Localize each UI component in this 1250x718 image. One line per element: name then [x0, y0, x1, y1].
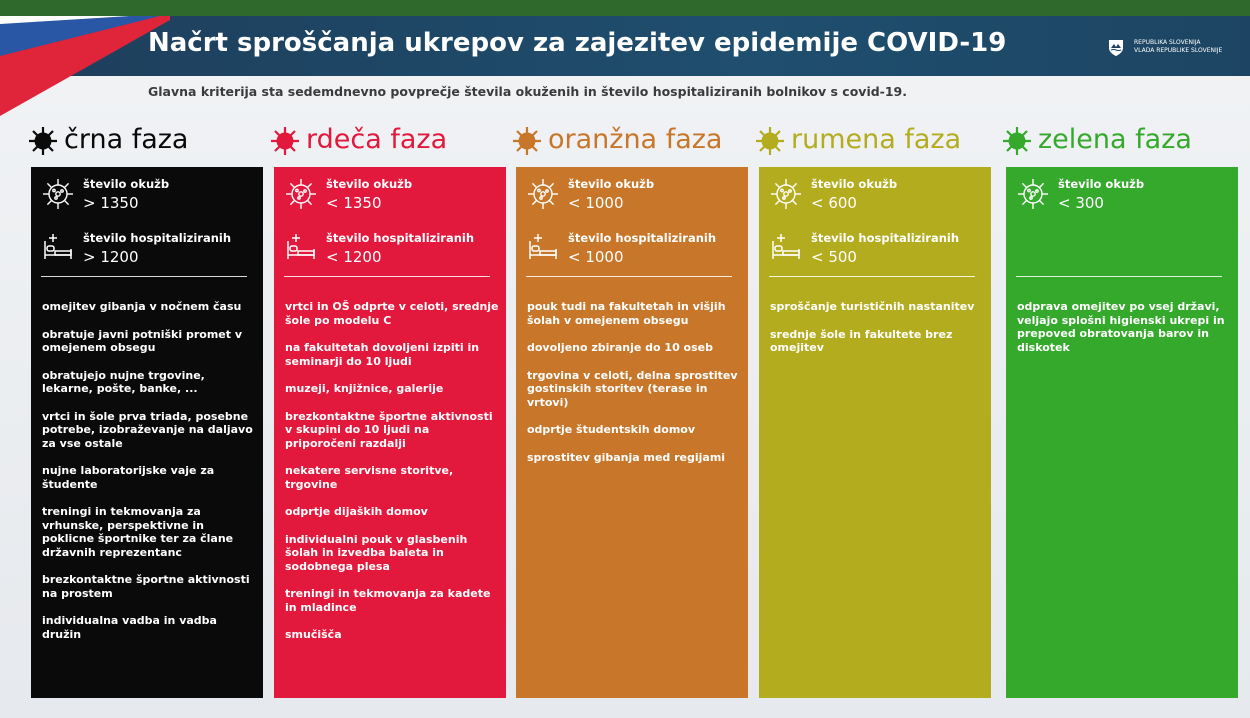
- virus-icon: [268, 124, 302, 158]
- hospital-bed-icon: [769, 231, 803, 265]
- virus-outline-icon: [1016, 177, 1050, 211]
- measure-item: treningi in tekmovanja za kadete in mladince: [285, 587, 491, 614]
- phase-heading-green: [1000, 122, 1240, 160]
- hospitalized-metric: [284, 231, 494, 275]
- infections-value: < 600: [811, 194, 857, 212]
- virus-outline-icon: [41, 177, 75, 211]
- infections-metric: [1016, 177, 1226, 221]
- measure-item: nekatere servisne storitve, trgovine: [285, 464, 454, 491]
- government-line-1: REPUBLIKA SLOVENIJA: [1134, 39, 1201, 46]
- phase-name: oranžna faza: [548, 124, 723, 155]
- hospitalized-metric: [41, 231, 251, 275]
- measure-item: individualni pouk v glasbenih šolah in izvedba baleta in sodobnega plesa: [285, 532, 468, 573]
- infections-metric: [284, 177, 494, 221]
- phase-card-orange: [516, 167, 748, 698]
- infections-label: število okužb: [326, 177, 413, 191]
- main-title: Načrt sproščanja ukrepov za zajezitev epidemije COVID-19: [148, 28, 1007, 58]
- phase-card-black: [31, 167, 263, 698]
- measure-item: vrtci in OŠ odprte v celoti, srednje šole po modelu C: [285, 300, 499, 327]
- phase-card-green: [1006, 167, 1238, 698]
- hospitalized-value: < 1200: [326, 248, 382, 266]
- government-line-2: VLADA REPUBLIKE SLOVENIJE: [1134, 47, 1223, 54]
- measure-item: odprava omejitev po vsej državi, veljajo splošni higienski ukrepi in prepoved obratovanja barov in diskotek: [1017, 300, 1225, 354]
- measure-item: omejitev gibanja v nočnem času: [42, 300, 242, 313]
- infections-label: število okužb: [83, 177, 170, 191]
- virus-icon: [510, 124, 544, 158]
- measures-list: [770, 300, 984, 369]
- measure-item: pouk tudi na fakultetah in višjih šolah v omejenem obsegu: [527, 300, 726, 327]
- hospitalized-label: število hospitaliziranih: [326, 231, 475, 245]
- infections-value: < 1000: [568, 194, 624, 212]
- measure-item: sprostitev gibanja med regijami: [527, 450, 726, 464]
- virus-outline-icon: [284, 177, 318, 211]
- phase-name: črna faza: [64, 124, 189, 155]
- virus-outline-icon: [526, 177, 560, 211]
- card-divider: [526, 276, 732, 277]
- government-label: [1134, 39, 1222, 55]
- hospitalized-label: število hospitaliziranih: [83, 231, 232, 245]
- infections-metric: [769, 177, 979, 221]
- infections-value: < 1350: [326, 194, 382, 212]
- hospitalized-value: > 1200: [83, 248, 139, 266]
- measure-item: muzeji, knjižnice, galerije: [285, 382, 444, 395]
- phase-heading-orange: [510, 122, 750, 160]
- infections-value: > 1350: [83, 194, 139, 212]
- phase-name: rdeča faza: [306, 124, 448, 155]
- coat-of-arms-icon: [1108, 39, 1124, 57]
- hospitalized-label: število hospitaliziranih: [811, 231, 960, 245]
- measure-item: trgovina v celoti, delna sprostitev gostinskih storitev (terase in vrtovi): [527, 368, 738, 409]
- phase-heading-black: [26, 122, 256, 160]
- infections-label: število okužb: [1058, 177, 1145, 191]
- subtitle: Glavna kriterija sta sedemdnevno povprečje števila okuženih in število hospitaliziranih bolnikov s covid-19.: [148, 84, 908, 99]
- measure-item: odprtje študentskih domov: [527, 423, 696, 436]
- measure-item: dovoljeno zbiranje do 10 oseb: [527, 341, 714, 354]
- card-divider: [769, 276, 975, 277]
- virus-icon: [1000, 124, 1034, 158]
- phase-heading-red: [268, 122, 498, 160]
- virus-icon: [26, 124, 60, 158]
- virus-icon: [753, 124, 787, 158]
- measure-item: brezkontaktne športne aktivnosti na prostem: [42, 573, 250, 600]
- infections-metric: [41, 177, 251, 221]
- measure-item: individualna vadba in vadba družin: [42, 614, 217, 641]
- measure-item: vrtci in šole prva triada, posebne potrebe, izobraževanje na daljavo za vse ostale: [42, 409, 253, 450]
- measure-item: na fakultetah dovoljeni izpiti in seminarji do 10 ljudi: [285, 341, 480, 368]
- phase-card-yellow: [759, 167, 991, 698]
- card-divider: [41, 276, 247, 277]
- hospitalized-value: < 1000: [568, 248, 624, 266]
- hospitalized-metric: [769, 231, 979, 275]
- infections-metric: [526, 177, 736, 221]
- hospital-bed-icon: [284, 231, 318, 265]
- flag-stripes-graphic: [0, 16, 170, 116]
- infections-label: število okužb: [811, 177, 898, 191]
- measure-item: treningi in tekmovanja za vrhunske, perspektivne in poklicne športnike ter za člane državnih reprezentanc: [42, 505, 234, 559]
- hospitalized-label: število hospitaliziranih: [568, 231, 717, 245]
- measure-item: nujne laboratorijske vaje za študente: [42, 464, 215, 491]
- card-divider: [284, 276, 490, 277]
- phase-card-red: [274, 167, 506, 698]
- measures-list: [285, 300, 499, 656]
- measure-item: sproščanje turističnih nastanitev: [770, 300, 975, 313]
- measure-item: obratuje javni potniški promet v omejenem obsegu: [42, 327, 243, 354]
- phase-heading-yellow: [753, 122, 993, 160]
- government-logo: [1108, 37, 1238, 61]
- card-divider: [1016, 276, 1222, 277]
- measure-item: odprtje dijaških domov: [285, 505, 428, 518]
- measure-item: obratujejo nujne trgovine, lekarne, pošte, banke, ...: [42, 368, 205, 395]
- hospitalized-value: < 500: [811, 248, 857, 266]
- phase-name: rumena faza: [791, 124, 962, 155]
- hospitalized-metric: [526, 231, 736, 275]
- virus-outline-icon: [769, 177, 803, 211]
- measure-item: srednje šole in fakultete brez omejitev: [770, 327, 953, 354]
- measure-item: smučišča: [285, 628, 342, 641]
- measures-list: [1017, 300, 1231, 368]
- measures-list: [527, 300, 741, 478]
- measure-item: brezkontaktne športne aktivnosti v skupini do 10 ljudi na priporočeni razdalji: [285, 409, 493, 450]
- measures-list: [42, 300, 256, 655]
- infections-value: < 300: [1058, 194, 1104, 212]
- infections-label: število okužb: [568, 177, 655, 191]
- top-strip: [0, 0, 1250, 16]
- hospital-bed-icon: [526, 231, 560, 265]
- hospital-bed-icon: [41, 231, 75, 265]
- phase-name: zelena faza: [1038, 124, 1192, 155]
